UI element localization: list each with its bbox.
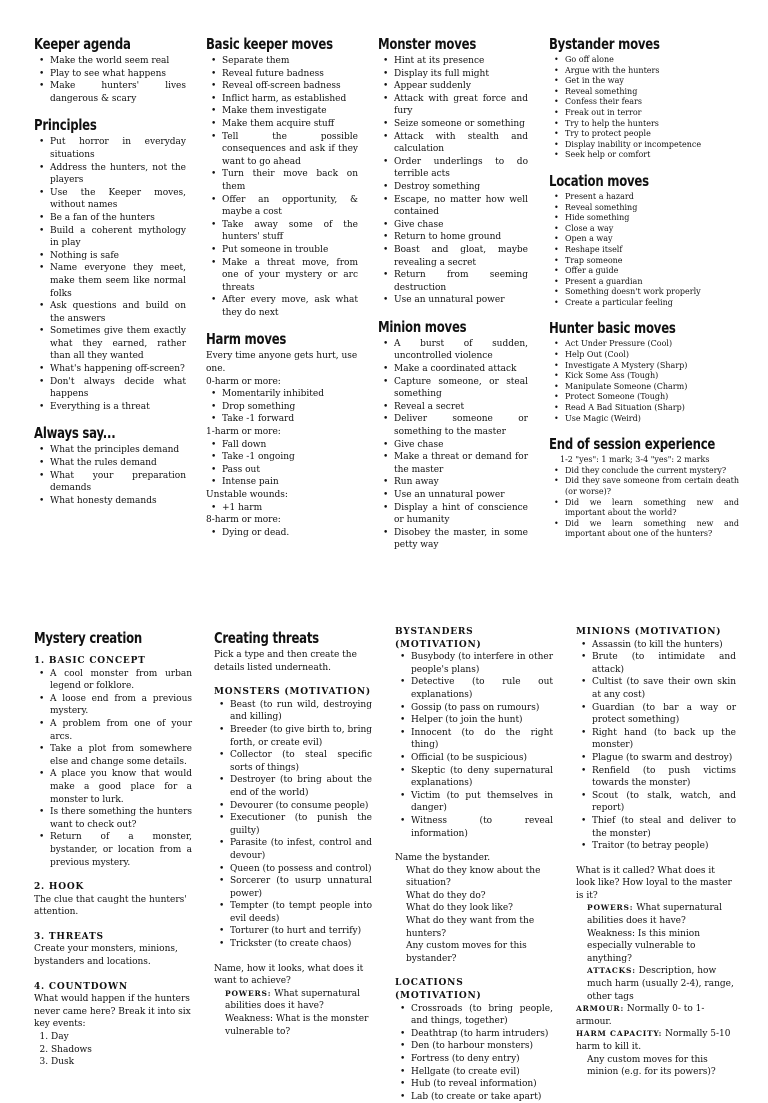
question-line: Any custom moves for this bystander? [406,941,527,964]
minion-powers-text: What supernatural abilities does it have? [587,903,723,927]
list-item: • Disobey the master, in some petty way [394,527,528,552]
list-item: • Kick Some Ass (Tough) [565,371,739,382]
top-column-4 [549,36,739,540]
list-item: • Present a guardian [565,277,739,288]
creating-threats-intro: Pick a type and then create the details listed underneath. [214,650,357,673]
countdown-list [34,1031,192,1069]
list-item: • Guardian (to bar a way or protect something) [592,702,736,727]
list-item: • Take -1 ongoing [222,451,358,464]
harm-1-list [206,439,358,489]
list-item: • Everything is a threat [50,401,186,414]
list-item: • Put horror in everyday situations [50,136,186,161]
list-item: • Protect Someone (Tough) [565,392,739,403]
basic-concept-heading: 1. BASIC CONCEPT [34,656,146,666]
monster-questions: Name, how it looks, what does it want to achieve? [214,963,364,987]
harm-moves-title: Harm moves [206,330,287,349]
minion-moves-title: Minion moves [378,317,467,336]
list-item: • Make hunters' lives dangerous & scary [50,80,186,105]
always-say-title: Always say... [34,424,116,443]
list-item: • Something doesn't work properly [565,287,739,298]
minion-powers-label: POWERS: [587,903,634,913]
list-item: • Display a hint of conscience or humanity [394,502,528,527]
list-item: • Freak out in terror [565,108,739,119]
minion-attacks-label: ATTACKS: [587,966,636,976]
list-item: • What your preparation demands [50,470,186,495]
list-item: • A cool monster from urban legend or folklore. [50,668,192,693]
list-item: • Breeder (to give birth to, bring forth, or create evil) [230,724,372,749]
list-item: • Reveal a secret [394,401,528,414]
minions-list [576,639,736,853]
minion-questions: What is it called? What does it look like? How loyal to the master is it? [576,865,732,901]
list-item: • Offer an opportunity, & maybe a cost [222,194,358,219]
top-column-2 [206,36,358,539]
list-item: • Capture someone, or steal something [394,376,528,401]
list-item: • Did we learn something new and important about the world? [565,498,739,519]
list-item: • A loose end from a previous mystery. [50,693,192,718]
question-line: What do they do? [406,890,486,901]
list-item: • Put someone in trouble [222,244,358,257]
bystander-moves-title: Bystander moves [549,35,660,53]
list-item: • Attack with stealth and calculation [394,131,528,156]
bystanders-list [395,651,553,840]
list-item: • Run away [394,476,528,489]
list-item: • Busybody (to interfere in other people's plans) [411,651,553,676]
harm-8-list [206,527,358,540]
list-item: • Lab (to create or take apart) [411,1091,553,1103]
list-item: 3. Dusk [51,1056,192,1069]
list-item: • Go off alone [565,55,739,66]
top-column-1 [34,36,186,507]
list-item: • Return of a monster, bystander, or location from a previous mystery. [50,831,192,869]
list-item: • Hub (to reveal information) [411,1078,553,1091]
bystander-questions [395,865,553,966]
list-item: • Manipulate Someone (Charm) [565,382,739,393]
hunter-basic-moves-list [549,339,739,424]
list-item: • Give chase [394,439,528,452]
monster-powers [214,988,372,1013]
list-item: • Beast (to run wild, destroying and killing) [230,699,372,724]
list-item: • Separate them [222,55,358,68]
list-item: • Destroy something [394,181,528,194]
list-item: • Take away some of the hunters' stuff [222,219,358,244]
monster-moves-title: Monster moves [378,35,477,53]
locations-heading: LOCATIONS (MOTIVATION) [395,978,482,1002]
list-item: • Traitor (to betray people) [592,840,736,853]
bystanders-heading: BYSTANDERS (MOTIVATION) [395,627,482,650]
list-item: • Return from seeming destruction [394,269,528,294]
list-item: • Gossip (to pass on rumours) [411,702,553,715]
list-item: • Investigate A Mystery (Sharp) [565,361,739,372]
hook-heading: 2. HOOK [34,882,85,893]
monster-powers-label: POWERS: [225,988,272,998]
list-item: • Seize someone or something [394,118,528,131]
list-item: • Get in the way [565,76,739,87]
list-item: • Torturer (to hurt and terrify) [230,925,372,938]
list-item: • Use Magic (Weird) [565,414,739,425]
list-item: • Fall down [222,439,358,452]
list-item: • Reshape itself [565,245,739,256]
minion-custom-moves: Any custom moves for this minion (e.g. for its powers)? [587,1054,716,1078]
monster-weakness: Weakness: What is the monster vulnerable to? [225,1014,369,1037]
list-item: • Return to home ground [394,231,528,244]
list-item: • Make a threat move, from one of your mystery or arc threats [222,257,358,295]
list-item: • Dying or dead. [222,527,358,540]
list-item: • Try to help the hunters [565,119,739,130]
list-item: • Parasite (to infest, control and devour) [230,837,372,862]
bottom-column-3 [395,626,553,1103]
list-item: • Hide something [565,213,739,224]
list-item: • Sorcerer (to usurp unnatural power) [230,875,372,900]
list-item: • Hellgate (to create evil) [411,1066,553,1079]
location-moves-title: Location moves [549,171,649,190]
list-item: 2. Shadows [51,1044,192,1057]
bottom-column-2 [214,630,372,1038]
list-item: • Make the world seem real [50,55,186,68]
list-item: • Is there something the hunters want to check out? [50,806,192,831]
list-item: • Did they conclude the current mystery? [565,466,739,477]
list-item: • Pass out [222,464,358,477]
basic-concept-list [34,668,192,870]
list-item: • Open a way [565,234,739,245]
question-line: What do they know about the situation? [406,865,541,889]
list-item: • Try to protect people [565,129,739,140]
monsters-list [214,699,372,951]
minions-heading: MINIONS (MOTIVATION) [576,627,722,637]
list-item: • Right hand (to back up the monster) [592,727,736,752]
top-column-3 [378,36,528,552]
list-item: • Create a particular feeling [565,298,739,309]
minion-attacks [576,965,736,1003]
minion-armour-text: Normally 0- to 1-armour. [576,1004,705,1027]
list-item: • Crossroads (to bring people, and things, together) [411,1003,553,1028]
list-item: • Renfield (to push victims towards the monster) [592,765,736,790]
list-item: • Be a fan of the hunters [50,212,186,225]
monster-powers-text: What supernatural abilities does it have? [225,988,361,1012]
list-item: • +1 harm [222,502,358,515]
list-item: • Use the Keeper moves, without names [50,187,186,212]
list-item: • After every move, ask what they do next [222,294,358,319]
harm-moves-intro: Every time anyone gets hurt, use one. [206,351,358,375]
list-item: • Trap someone [565,256,739,267]
minion-weakness: Weakness: Is this minion especially vulnerable to anything? [587,928,701,964]
minion-armour-label: ARMOUR: [576,1004,625,1014]
list-item: • Make them investigate [222,105,358,118]
threats-heading: 3. THREATS [34,931,104,942]
unstable-list [206,502,358,515]
list-item: • Nothing is safe [50,250,186,263]
list-item: • Executioner (to punish the guilty) [230,812,372,837]
list-item: • Assassin (to kill the hunters) [592,639,736,652]
list-item: • Brute (to intimidate and attack) [592,651,736,676]
list-item: • Make them acquire stuff [222,118,358,131]
list-item: 1. Day [51,1031,192,1044]
basic-keeper-moves-title: Basic keeper moves [206,35,333,53]
bottom-column-4 [576,626,736,1079]
list-item: • Use an unnatural power [394,489,528,502]
list-item: • Official (to be suspicious) [411,752,553,765]
list-item: • What's happening off-screen? [50,363,186,376]
list-item: • Argue with the hunters [565,66,739,77]
list-item: • Cultist (to save their own skin at any cost) [592,676,736,701]
list-item: • Take -1 forward [222,413,358,426]
list-item: • Destroyer (to bring about the end of the world) [230,774,372,799]
list-item: • Trickster (to create chaos) [230,938,372,951]
list-item: • A burst of sudden, uncontrolled violence [394,338,528,363]
list-item: • Collector (to steal specific sorts of things) [230,749,372,774]
list-item: • Did they save someone from certain death (or worse)? [565,476,739,497]
keeper-agenda-title: Keeper agenda [34,35,131,53]
list-item: • Make a coordinated attack [394,363,528,376]
list-item: • Give chase [394,219,528,232]
list-item: • Scout (to stalk, watch, and report) [592,790,736,815]
list-item: • Name everyone they meet, make them seem like normal folks [50,262,186,300]
list-item: • Help Out (Cool) [565,350,739,361]
minion-harm-capacity [576,1028,736,1053]
threats-text: Create your monsters, minions, bystanders and locations. [34,944,178,968]
list-item: • Seek help or comfort [565,150,739,161]
list-item: • Turn their move back on them [222,168,358,193]
list-item: • Reveal something [565,87,739,98]
countdown-heading: 4. COUNTDOWN [34,981,128,992]
list-item: • Attack with great force and fury [394,93,528,118]
list-item: • Build a coherent mythology in play [50,225,186,250]
always-say-list [34,444,186,507]
locations-list [395,1003,553,1103]
minion-powers [576,902,736,927]
harm-0-list [206,388,358,426]
end-of-session-list [549,466,739,540]
monsters-heading: MONSTERS (MOTIVATION) [214,687,371,698]
countdown-text: What would happen if the hunters never came here? Break it into six key events: [34,994,191,1030]
list-item: • What the principles demand [50,444,186,457]
end-of-session-title: End of session experience [549,435,716,454]
principles-title: Principles [34,116,97,135]
list-item: • Skeptic (to deny supernatural explanations) [411,765,553,790]
list-item: • A place you know that would make a good place for a monster to lurk. [50,768,192,806]
unstable-label: Unstable wounds: [206,490,288,500]
list-item: • Helper (to join the hunt) [411,714,553,727]
principles-list [34,136,186,413]
list-item: • Detective (to rule out explanations) [411,676,553,701]
list-item: • Deathtrap (to harm intruders) [411,1028,553,1041]
list-item: • Act Under Pressure (Cool) [565,339,739,350]
list-item: • Tell the possible consequences and ask if they want to go ahead [222,131,358,169]
list-item: • Victim (to put themselves in danger) [411,790,553,815]
list-item: • Don't always decide what happens [50,376,186,401]
list-item: • Play to see what happens [50,68,186,81]
end-of-session-intro: 1-2 "yes": 1 mark; 3-4 "yes": 2 marks [560,455,710,465]
minion-harm-text: Normally 5-10 harm to kill it. [576,1029,731,1052]
list-item: • Tempter (to tempt people into evil deeds) [230,900,372,925]
question-line: What do they look like? [406,903,514,914]
list-item: • Display inability or incompetence [565,140,739,151]
list-item: • Devourer (to consume people) [230,800,372,813]
list-item: • Address the hunters, not the players [50,162,186,187]
list-item: • Reveal off-screen badness [222,80,358,93]
harm-1-label: 1-harm or more: [206,427,281,438]
list-item: • Sometimes give them exactly what they earned, rather than all they wanted [50,325,186,363]
list-item: • What honesty demands [50,495,186,508]
list-item: • Den (to harbour monsters) [411,1040,553,1053]
list-item: • Fortress (to deny entry) [411,1053,553,1066]
harm-0-label: 0-harm or more: [206,376,281,387]
list-item: • A problem from one of your arcs. [50,718,192,743]
minion-armour [576,1003,736,1028]
list-item: • Appear suddenly [394,80,528,93]
list-item: • Reveal future badness [222,68,358,81]
minion-attacks-text: Description, how much harm (usually 2-4), range, other tags [587,966,734,1002]
list-item: • Present a hazard [565,192,739,203]
bystander-moves-list [549,55,739,161]
list-item: • Close a way [565,224,739,235]
list-item: • Use an unnatural power [394,294,528,307]
list-item: • Take a plot from somewhere else and change some details. [50,743,192,768]
list-item: • Make a threat or demand for the master [394,451,528,476]
list-item: • Intense pain [222,476,358,489]
list-item: • What the rules demand [50,457,186,470]
harm-8-label: 8-harm or more: [206,515,281,526]
hunter-basic-moves-title: Hunter basic moves [549,319,676,338]
list-item: • Inflict harm, as established [222,93,358,106]
list-item: • Order underlings to do terrible acts [394,156,528,181]
list-item: • Thief (to steal and deliver to the monster) [592,815,736,840]
list-item: • Confess their fears [565,97,739,108]
list-item: • Display its full might [394,68,528,81]
list-item: • Drop something [222,401,358,414]
list-item: • Momentarily inhibited [222,388,358,401]
list-item: • Reveal something [565,203,739,214]
monster-moves-list [378,55,528,307]
minion-moves-list [378,338,528,552]
list-item: • Deliver someone or something to the master [394,413,528,438]
list-item: • Offer a guide [565,266,739,277]
question-line: What do they want from the hunters? [406,916,535,939]
list-item: • Escape, no matter how well contained [394,194,528,219]
hook-text: The clue that caught the hunters' attention. [34,894,187,918]
minion-harm-label: HARM CAPACITY: [576,1029,663,1039]
mystery-creation-title: Mystery creation [34,629,143,647]
list-item: • Read A Bad Situation (Sharp) [565,403,739,414]
list-item: • Hint at its presence [394,55,528,68]
bystander-name-line: Name the bystander. [395,853,491,864]
list-item: • Plague (to swarm and destroy) [592,752,736,765]
creating-threats-title: Creating threats [214,629,319,647]
list-item: • Witness (to reveal information) [411,815,553,840]
list-item: • Boast and gloat, maybe revealing a secret [394,244,528,269]
list-item: • Innocent (to do the right thing) [411,727,553,752]
basic-keeper-moves-list [206,55,358,319]
list-item: • Queen (to possess and control) [230,863,372,876]
list-item: • Did we learn something new and important about one of the hunters? [565,519,739,540]
bottom-column-1 [34,630,192,1069]
list-item: • Ask questions and build on the answers [50,300,186,325]
location-moves-list [549,192,739,309]
keeper-agenda-list [34,55,186,105]
